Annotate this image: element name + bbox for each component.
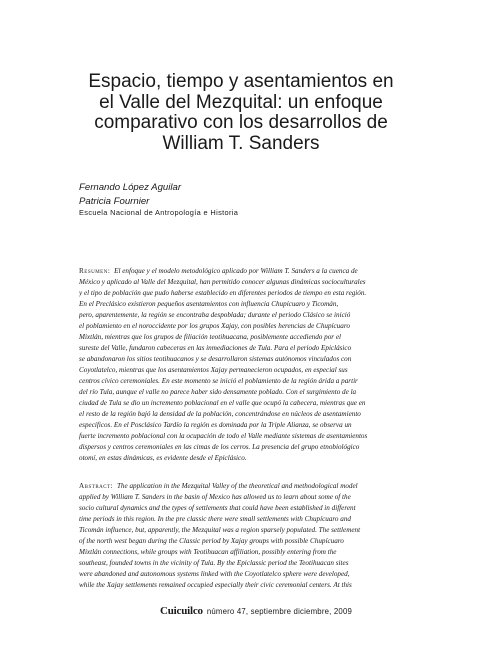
abstract-label: Abstract: [79, 482, 114, 490]
abstract-line: y el tipo de población que pudo haberse establecido en diferentes periodos de tiempo en esta región. [79, 289, 367, 297]
journal-logo: Cuicuilco [160, 605, 203, 617]
author-list [79, 181, 399, 209]
abstract-line: dispersos y centros ceremoniales en las cimas de los cerros. La presencia del grupo etnobiológico [79, 443, 360, 451]
title-line: comparativo con los desarrollos de [94, 112, 388, 133]
abstract-line: el resto de la región bajó la densidad de la población, concentrándose en núcleos de asentamiento [79, 410, 361, 418]
abstract-line: Mixtlán connections, while groups with Teotihuacan affiliation, possibly entering from the [79, 548, 337, 556]
title-line: Espacio, tiempo y asentamientos en [88, 71, 394, 92]
abstract-line: southeast, founded towns in the vicinity of Tula. By the Epiclassic period the Teotihuacan sites [79, 559, 349, 567]
abstract-line: Ticomán influence, but, apparently, the Mezquital was a region sparsely populated. The settlement [79, 526, 361, 534]
author-name: Patricia Fournier [79, 196, 150, 207]
article-title [60, 72, 422, 154]
abstract-line: Coyotlatelco, mientras que los asentamientos Xajay permanecieron ocupados, en especial sus [79, 366, 348, 374]
abstract-line: of the north west began during the Classic period by Xajay groups with possible Chupícuaro [79, 537, 344, 545]
abstract-line: específicos. En el Posclásico Tardío la región es dominada por la Triple Alianza, se observa un [79, 421, 352, 429]
abstract-line: applied by William T. Sanders in the basin of Mexico has allowed us to learn about some of the [79, 493, 351, 501]
abstract-line: Abstract: The application in the Mezquital Valley of the theoretical and methodological model [79, 482, 358, 490]
page-footer [160, 603, 420, 619]
issue-info: número 47, septiembre diciembre, 2009 [206, 606, 353, 616]
abstract-line: centros cívico ceremoniales. En este momento se inició el poblamiento de la región árida a partir [79, 377, 358, 385]
abstract-line: while the Xajay settlements remained occupied especially their civic ceremonial centers. At this [79, 581, 352, 589]
abstract-line: se abandonaron los sitios teotihuacanos y se desarrollaron sistemas autónomos vinculados con [79, 355, 352, 363]
abstract-line: fuerte incremento poblacional con la ocupación de todo el Valle mediante sistemas de asentamientos [79, 432, 368, 440]
abstract-line: Resumen: El enfoque y el modelo metodológico aplicado por William T. Sanders a la cuenca de [79, 267, 358, 275]
title-line: William T. Sanders [162, 132, 320, 154]
abstract-line: ciudad de Tula se dio un incremento poblacional en el valle que ocupó la cabecera, mientras que en [79, 399, 366, 407]
abstract-english [79, 481, 403, 591]
abstract-line: sureste del Valle, fundaron cabeceras en las inmediaciones de Tula. Para el periodo Epiclásico [79, 344, 352, 352]
author-name: Fernando López Aguilar [79, 182, 182, 193]
author-affiliation: Escuela Nacional de Antropología e Historia [79, 208, 239, 217]
title-line: el Valle del Mezquital: un enfoque [99, 91, 383, 113]
abstract-line: socio cultural dynamics and the types of settlements that could have been established in different [79, 504, 356, 512]
abstract-line: el poblamiento en el noroccidente por los grupos Xajay, con posibles herencias de Chupícuaro [79, 322, 350, 330]
abstract-spanish [79, 266, 403, 464]
abstract-line: were abandoned and autonomous systems linked with the Coyotlatelco sphere were developed, [79, 570, 350, 578]
abstract-line: otomí, en estas dinámicas, es evidente desde el Epiclásico. [79, 454, 247, 462]
abstract-line: En el Preclásico existieron pequeños asentamientos con influencia Chupícuaro y Ticomán, [79, 300, 339, 308]
abstract-label: Resumen: [79, 267, 111, 275]
abstract-line: del río Tula, aunque el valle no parece haber sido densamente poblado. Con el surgimiento de la [79, 388, 357, 396]
abstract-line: México y aplicado al Valle del Mezquital, han permitido conocer algunas dinámicas socioculturales [79, 278, 366, 286]
abstract-line: Mixtlán, mientras que los grupos de filiación teotihuacana, posiblemente accediendo por el [79, 333, 341, 341]
abstract-line: pero, aparentemente, la región se encontraba despoblada; durante el periodo Clásico se inició [79, 311, 351, 319]
abstract-line: time periods in this region. In the pre classic there were small settlements with Chupícuaro and [79, 515, 351, 523]
